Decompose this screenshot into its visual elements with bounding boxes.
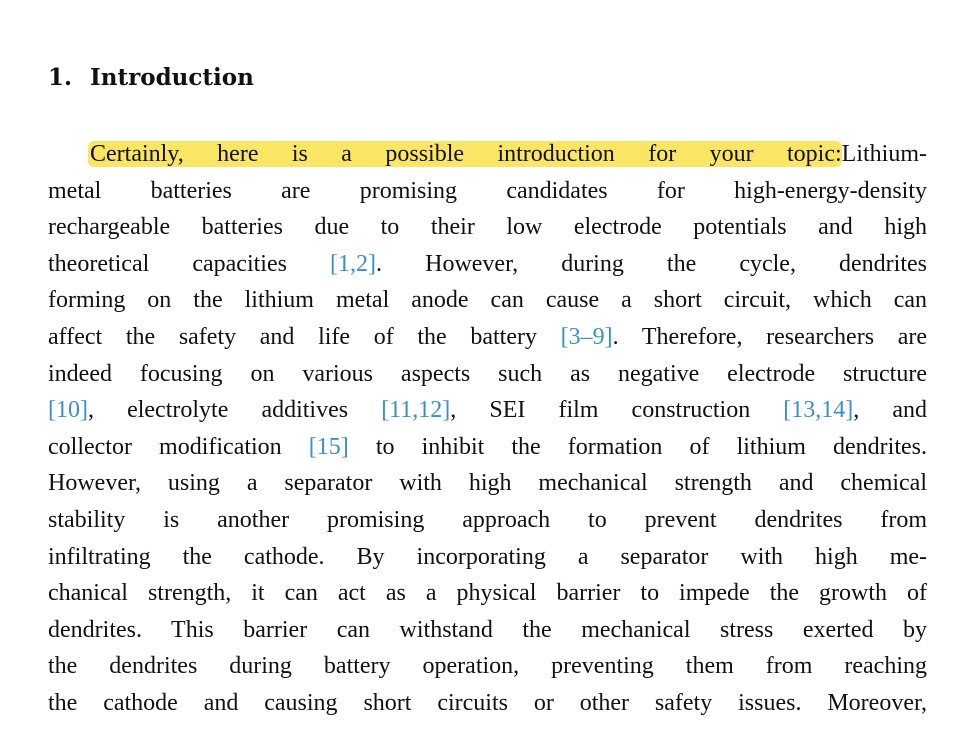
paragraph-text: collector modification xyxy=(48,433,309,460)
paragraph-line: metal batteries are promising candidates for high-energy-density xyxy=(48,177,927,204)
paragraph-line xyxy=(48,319,927,356)
citation-link[interactable]: [13,14] xyxy=(783,397,854,424)
paragraph-line: the dendrites during battery operation, preventing them from reaching xyxy=(48,653,927,680)
introduction-paragraph xyxy=(48,136,927,722)
highlighted-text: Certainly, here is a possible introduction for your topic: xyxy=(90,141,842,167)
paragraph-text: , electrolyte additives xyxy=(87,397,382,424)
paragraph-line: However, using a separator with high mechanical strength and chemical xyxy=(48,470,927,497)
paragraph-line xyxy=(48,246,927,283)
paragraph-line: indeed focusing on various aspects such as negative electrode structure xyxy=(48,360,927,387)
paragraph-text: , and xyxy=(853,397,928,424)
paragraph-line: dendrites. This barrier can withstand the mechanical stress exerted by xyxy=(48,616,927,643)
paragraph-text: theoretical capacities xyxy=(48,250,331,277)
section-heading xyxy=(48,62,254,94)
paragraph-text: to inhibit the formation of lithium dendrites. xyxy=(348,433,928,460)
citation-link[interactable]: [3–9] xyxy=(560,323,613,350)
section-number: 1. xyxy=(48,64,73,91)
citation-link[interactable]: [1,2] xyxy=(330,250,377,277)
paragraph-line xyxy=(48,136,927,173)
paragraph-text: . However, during the cycle, dendrites xyxy=(376,250,927,277)
paragraph-text: Lithium- xyxy=(841,141,927,167)
citation-link[interactable]: [10] xyxy=(48,397,88,424)
section-title: Introduction xyxy=(90,64,254,91)
paragraph-line: rechargeable batteries due to their low electrode potentials and high xyxy=(48,214,927,241)
citation-link[interactable]: [15] xyxy=(308,433,349,460)
paragraph-line xyxy=(48,392,927,429)
paragraph-text: . Therefore, researchers are xyxy=(612,323,927,350)
paragraph-line: infiltrating the cathode. By incorporating a separator with high me- xyxy=(48,543,927,570)
paragraph-line: the cathode and causing short circuits or other safety issues. Moreover, xyxy=(48,689,927,716)
paragraph-line: stability is another promising approach to prevent dendrites from xyxy=(48,506,927,533)
paragraph-text: , SEI film construction xyxy=(450,397,784,424)
paragraph-text: affect the safety and life of the battery xyxy=(48,323,561,350)
paragraph-line xyxy=(48,429,927,466)
paragraph-line: forming on the lithium metal anode can cause a short circuit, which can xyxy=(48,287,927,314)
paragraph-line: chanical strength, it can act as a physical barrier to impede the growth of xyxy=(48,580,927,607)
citation-link[interactable]: [11,12] xyxy=(381,397,451,424)
